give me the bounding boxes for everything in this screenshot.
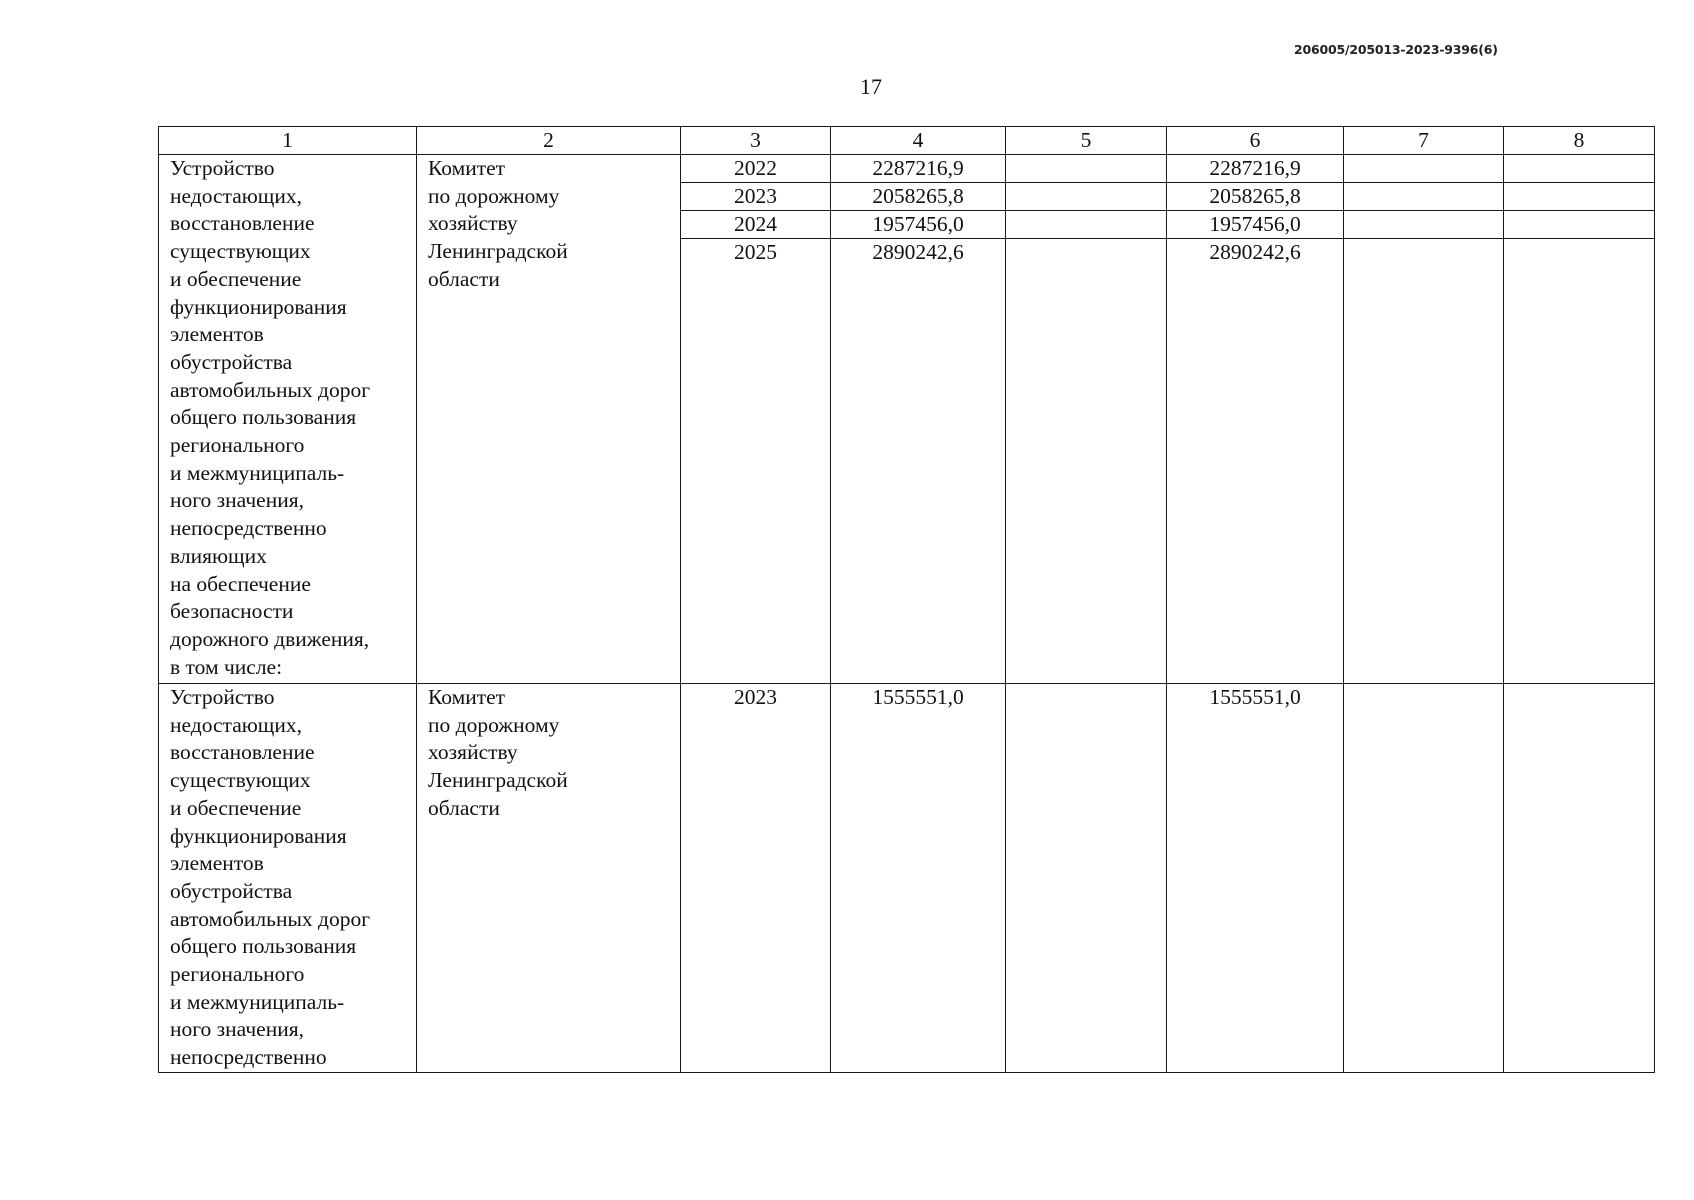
col5-cell [1006,155,1167,183]
year-cell: 2023 [681,183,831,211]
total-cell: 2287216,9 [831,155,1006,183]
column-header: 8 [1504,127,1655,155]
table-row [159,155,1655,183]
col5-cell [1006,183,1167,211]
total-cell: 2890242,6 [831,239,1006,684]
col8-cell [1504,155,1655,183]
page-number: 17 [860,74,882,99]
col8-cell [1504,211,1655,239]
col6-cell: 2890242,6 [1167,239,1344,684]
col7-cell [1344,183,1504,211]
col5-cell [1006,684,1167,1073]
year-cell: 2025 [681,239,831,684]
executor-cell: Комитет по дорожному хозяйству Ленинградской области [417,684,681,1073]
col7-cell [1344,155,1504,183]
col7-cell [1344,239,1504,684]
total-cell: 1957456,0 [831,211,1006,239]
column-header: 5 [1006,127,1167,155]
col6-cell: 1957456,0 [1167,211,1344,239]
col5-cell [1006,211,1167,239]
budget-table [158,126,1655,1073]
executor-cell: Комитет по дорожному хозяйству Ленинградской области [417,155,681,684]
col7-cell [1344,211,1504,239]
col8-cell [1504,239,1655,684]
document-id: 206005/205013-2023-9396(6) [1294,42,1498,57]
col7-cell [1344,684,1504,1073]
col6-cell: 2058265,8 [1167,183,1344,211]
column-header: 4 [831,127,1006,155]
year-cell: 2023 [681,684,831,1073]
col5-cell [1006,239,1167,684]
total-cell: 2058265,8 [831,183,1006,211]
column-header: 2 [417,127,681,155]
column-header: 7 [1344,127,1504,155]
column-header: 1 [159,127,417,155]
activity-name-cell: Устройство недостающих, восстановление существующих и обеспечение функционирования элементов обустройства автомобильных дорог общего пользования регионального и межмуниципаль- ного значения, непосредственно [159,684,417,1073]
table-row [159,684,1655,1073]
col6-cell: 2287216,9 [1167,155,1344,183]
col6-cell: 1555551,0 [1167,684,1344,1073]
col8-cell [1504,684,1655,1073]
year-cell: 2024 [681,211,831,239]
column-header: 6 [1167,127,1344,155]
table-header-row [159,127,1655,155]
activity-name-cell: Устройство недостающих, восстановление существующих и обеспечение функционирования элементов обустройства автомобильных дорог общего пользования регионального и межмуниципаль- ного значения, непосредственно влияющих на обеспечение безопасности дорожного движения, в том числе: [159,155,417,684]
total-cell: 1555551,0 [831,684,1006,1073]
year-cell: 2022 [681,155,831,183]
column-header: 3 [681,127,831,155]
col8-cell [1504,183,1655,211]
